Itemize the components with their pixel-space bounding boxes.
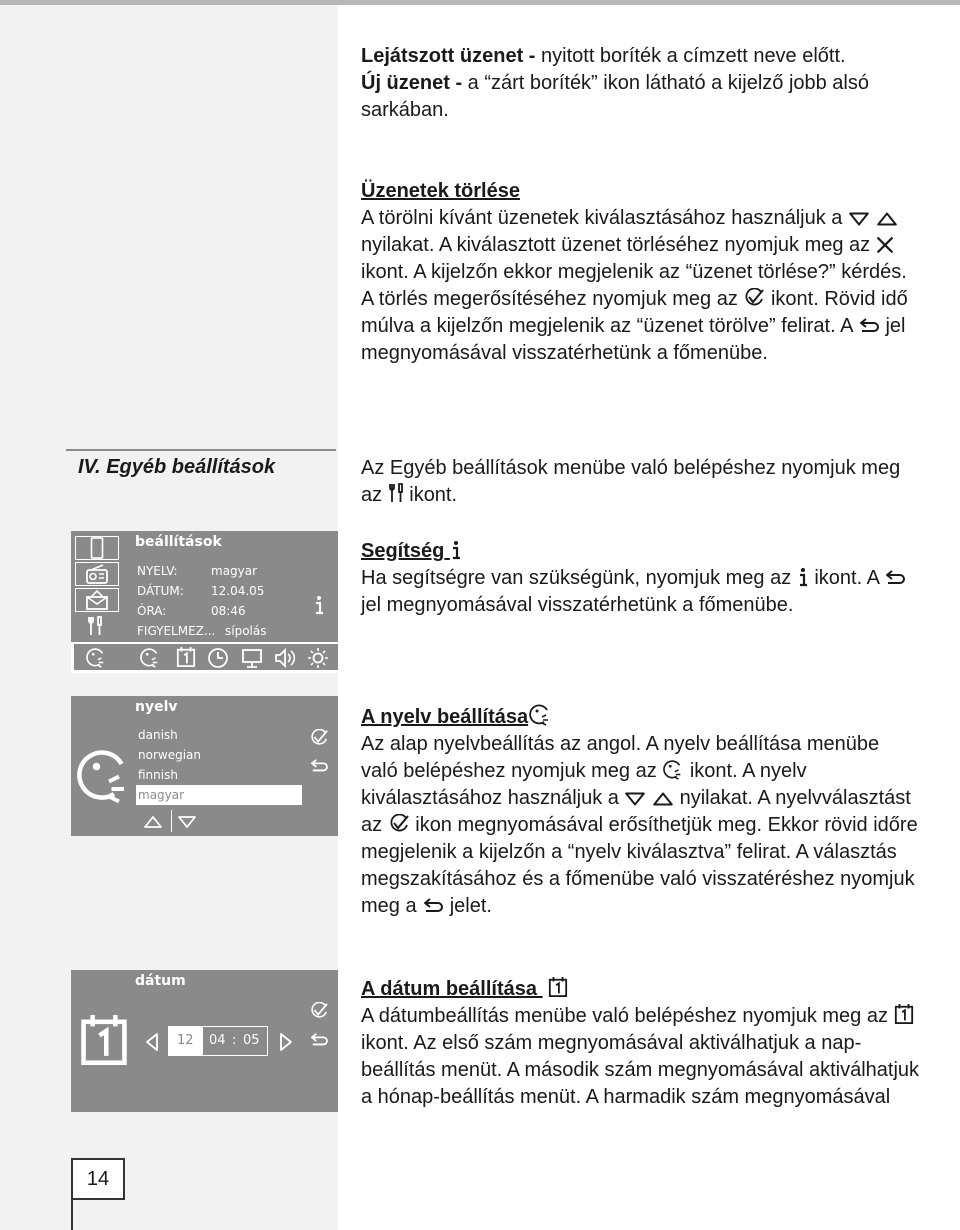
delete-messages-section: Üzenetek törlése A törölni kívánt üzenetek kiválasztásához használjuk a nyilakat. A kiválasztott üzenet törléséhez nyomjuk meg az ikont. A kijelzőn ekkor megjelenik az “üzenet törlése?” kérdés. A törlés megerősítéséhez nyomjuk meg az ikont. Rövid idő múlva a kijelzőn megjelenik az “üzenet törölve” felirat. A jel megnyomásával visszatérhetünk a főmenübe. — [361, 180, 908, 364]
language-section: A nyelv beállítása Az alap nyelvbeállítás az angol. A nyelv beállítása menübe való belépéshez nyomjuk meg az ikont. A nyelv kiválasztásához használjuk a nyilakat. A nyelvválasztást az ikon megnyomásával erősíthetjük meg. Ekkor rövid időre megjelenik a kijelzőn a “nyelv kiválasztva” felirat. A választás megszakításához és a főmenübe való visszatéréshez nyomjuk meg a jelet. — [361, 702, 921, 920]
other-settings-intro: Az Egyéb beállítások menübe való belépéshez nyomjuk meg az ikont. — [361, 457, 901, 506]
envelope-icon — [85, 589, 109, 611]
back-icon — [858, 317, 880, 335]
language-option[interactable]: danish — [138, 728, 178, 742]
setting-label-language: NYELV: — [137, 564, 178, 578]
help-heading: Segítség — [361, 540, 445, 562]
menu-tab-settings[interactable] — [75, 614, 117, 638]
message-status-paragraph: Lejátszott üzenet - nyitott boríték a címzett neve előtt. Új üzenet - a “zárt boríték” ikon látható a kijelző jobb alsó sarkában. — [361, 45, 869, 121]
screen-title: dátum — [135, 973, 186, 989]
speaker-icon[interactable] — [273, 647, 297, 669]
back-icon[interactable] — [309, 1032, 329, 1048]
back-icon — [422, 897, 444, 915]
delete-heading: Üzenetek törlése — [361, 180, 520, 202]
menu-tab-radio[interactable] — [75, 562, 119, 586]
language-option[interactable]: finnish — [138, 768, 178, 782]
section-number: IV. — [78, 456, 101, 478]
menu-tab-messages[interactable] — [75, 588, 119, 612]
language-screen — [71, 696, 338, 836]
arrow-up-icon — [652, 791, 674, 807]
page-number-rule — [71, 1196, 73, 1230]
language-option-selected[interactable]: magyar — [136, 785, 302, 805]
arrow-down-icon — [624, 791, 646, 807]
language-face-icon — [662, 758, 684, 780]
arrow-right-icon[interactable] — [279, 1032, 293, 1052]
setting-label-date: DÁTUM: — [137, 584, 184, 598]
submenu-help[interactable] — [74, 644, 118, 670]
help-section: Segítség Ha segítségre van szükségünk, nyomjuk meg az ikont. A jel megnyomásával visszatérhetünk a főmenübe. — [361, 538, 921, 619]
info-icon[interactable] — [313, 595, 325, 615]
arrow-up-icon — [876, 211, 898, 227]
back-icon — [884, 569, 906, 587]
section-title — [78, 456, 275, 479]
language-heading: A nyelv beállítása — [361, 706, 529, 728]
confirm-check-icon — [743, 288, 765, 308]
calendar-icon[interactable] — [176, 646, 196, 668]
section-title-text: Egyéb beállítások — [106, 456, 276, 478]
arrow-down-icon — [848, 211, 870, 227]
language-face-icon — [74, 744, 134, 804]
date-heading: A dátum beállítása — [361, 978, 537, 1000]
confirm-check-icon[interactable] — [309, 1002, 329, 1020]
settings-screen — [71, 531, 338, 673]
screen-title: nyelv — [135, 699, 178, 715]
back-icon[interactable] — [309, 758, 329, 774]
setting-value-language: magyar — [211, 564, 258, 578]
tools-icon — [388, 482, 404, 504]
calendar-icon — [894, 1003, 914, 1025]
confirm-check-icon — [388, 814, 410, 834]
date-separator: : — [232, 1033, 237, 1048]
day-field[interactable]: 12 — [168, 1026, 202, 1056]
arrow-left-icon[interactable] — [145, 1032, 159, 1052]
setting-label-warning: FIGYELMEZ... — [137, 624, 216, 638]
calendar-icon — [79, 1012, 129, 1068]
brightness-icon[interactable] — [307, 647, 329, 669]
clock-icon[interactable] — [207, 647, 229, 669]
radio-icon — [85, 563, 109, 585]
setting-label-time: ÓRA: — [137, 604, 167, 618]
info-icon — [797, 567, 809, 587]
arrow-up-icon[interactable] — [143, 815, 163, 829]
setting-value-time: 08:46 — [211, 604, 246, 618]
page-number: 14 — [71, 1158, 125, 1200]
display-icon[interactable] — [241, 647, 263, 669]
language-face-icon[interactable] — [139, 646, 161, 668]
date-section: A dátum beállítása A dátumbeállítás menübe való belépéshez nyomjuk meg az ikont. Az első szám megnyomásával aktiválhatjuk a nap-beállítás menüt. A második szám megnyomásával aktiválhatjuk a hónap-beállítás menüt. A harmadik szám megnyomásával — [361, 978, 920, 1108]
language-face-icon — [528, 702, 552, 726]
month-field[interactable]: 04 — [209, 1033, 226, 1048]
info-icon — [450, 540, 462, 560]
phone-icon — [87, 537, 107, 559]
help-bubble-icon — [85, 646, 107, 668]
setting-value-date: 12.04.05 — [211, 584, 265, 598]
delete-x-icon — [876, 236, 894, 254]
confirm-check-icon[interactable] — [309, 729, 329, 747]
year-field[interactable]: 05 — [243, 1033, 260, 1048]
screen-title: beállítások — [135, 534, 222, 550]
language-option[interactable]: norwegian — [138, 748, 201, 762]
calendar-icon — [548, 976, 568, 998]
arrow-down-icon[interactable] — [177, 815, 197, 829]
menu-tab-phone[interactable] — [75, 536, 119, 560]
tools-icon — [87, 615, 103, 637]
section-divider — [66, 449, 336, 451]
setting-value-warning: sípolás — [225, 624, 267, 638]
date-screen — [71, 970, 338, 1112]
